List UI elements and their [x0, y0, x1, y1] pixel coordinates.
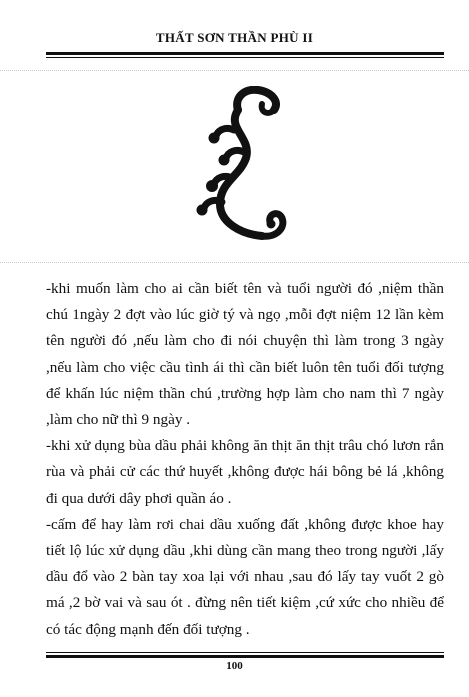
scan-guide-line-top	[0, 70, 469, 71]
scan-guide-line-bottom	[0, 262, 469, 263]
header-rule-thin	[46, 57, 444, 58]
paragraph-2: -khi xử dụng bùa dầu phải không ăn thịt ăn thịt trâu chó lươn rắn rùa và phải cử các thứ huyết ,không được hái bông bẻ lá ,không đi qua dưới dây phơi quần áo .	[46, 437, 444, 507]
paragraph-3: -cấm để hay làm rơi chai dầu xuống đất ,không được khoe hay tiết lộ lúc xử dụng dầu ,khi dùng cần mang theo trong người ,lấy dầu đổ vào 2 bàn tay xoa lại với nhau ,sau đó lấy tay vuốt 2 gò má ,2 bờ vai và sau ót . đừng nên tiết kiệm ,cứ xức cho nhiều để có tác động mạnh đến đối tượng .	[46, 515, 444, 638]
talisman-scroll-symbol-icon	[180, 86, 290, 256]
running-header-title: THẤT SƠN THẦN PHÙ II	[155, 30, 314, 45]
page-number: 100	[226, 660, 243, 672]
paragraph-1: -khi muốn làm cho ai cần biết tên và tuổi người đó ,niệm thần chú 1ngày 2 đợt vào lúc giờ tý và ngọ ,mỗi đợt niệm 12 lần kèm tên người đó ,nếu làm cho đi nói chuyện thì làm trong 3 ngày ,nếu làm cho việc cầu tình ái thì cần biết luôn tên tuổi đối tượng để khấn lúc niệm thần chú ,trường hợp làm cho nam thì 7 ngày ,làm cho nữ thì 9 ngày .	[46, 280, 444, 429]
footer-rule-thick	[46, 655, 444, 658]
header-rule-thick	[46, 52, 444, 55]
body-text	[46, 276, 444, 643]
footer-rule-thin	[46, 652, 444, 653]
